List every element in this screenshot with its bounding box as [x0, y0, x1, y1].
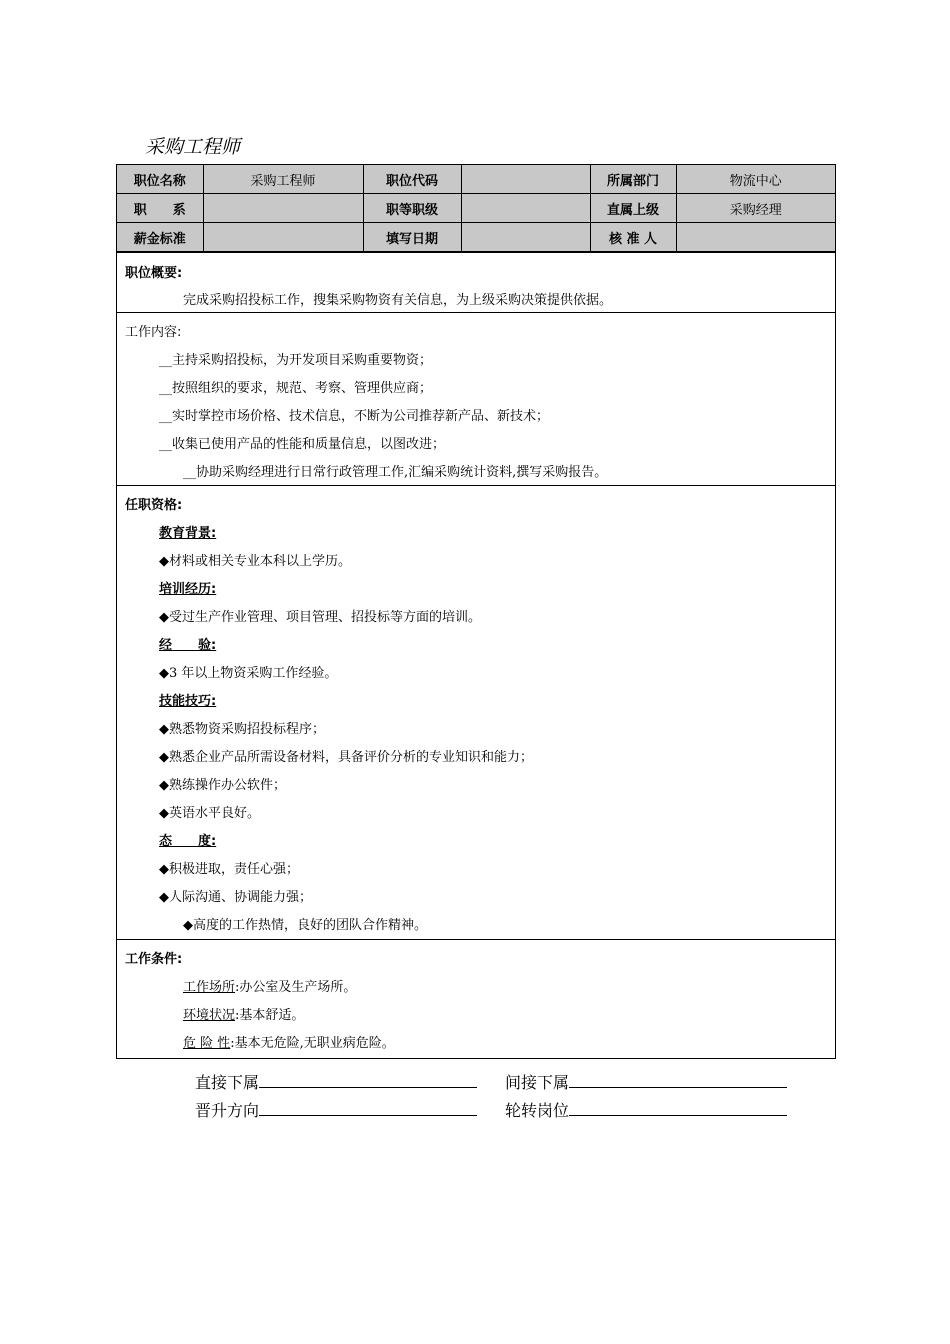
value-supervisor[interactable]: 采购经理 — [676, 194, 835, 223]
overview-text: 完成采购招投标工作，搜集采购物资有关信息，为上级采购决策提供依据。 — [183, 293, 613, 308]
env-value: :基本舒适。 — [235, 1008, 305, 1023]
value-grade[interactable] — [461, 194, 590, 223]
attitude-item: ◆积极进取，责任心强； — [159, 862, 299, 877]
direct-label: 直接下属 — [195, 1073, 260, 1092]
value-department[interactable]: 物流中心 — [676, 165, 835, 194]
conditions-section — [117, 939, 835, 1058]
condition-place — [183, 976, 356, 995]
value-approver[interactable] — [676, 223, 835, 252]
job-description-form — [116, 164, 836, 1059]
experience-text: ◆3 年以上物资采购工作经验。 — [159, 666, 338, 681]
value-position-code[interactable] — [461, 165, 590, 194]
duties-section — [117, 312, 835, 485]
overview-title: 职位概要: — [125, 266, 183, 281]
value-position-name[interactable]: 采购工程师 — [203, 165, 363, 194]
training-label: 培训经历: — [159, 582, 217, 597]
experience-label: 经 验: — [159, 638, 217, 653]
label-grade: 职等职级 — [363, 194, 461, 223]
place-value: :办公室及生产场所。 — [235, 980, 357, 995]
footer-rotation — [505, 1098, 787, 1121]
env-label: 环境状况 — [183, 1008, 236, 1023]
page-title: 采购工程师 — [145, 136, 241, 158]
training-text: ◆受过生产作业管理、项目管理、招投标等方面的培训。 — [159, 610, 481, 625]
value-job-family[interactable] — [203, 194, 363, 223]
risk-label: 危 险 性 — [183, 1036, 231, 1051]
duties-title: 工作内容: — [125, 325, 182, 340]
label-job-family: 职 系 — [117, 194, 203, 223]
skill-item: ◆熟练操作办公软件； — [159, 778, 286, 793]
value-salary[interactable] — [203, 223, 363, 252]
promotion-blank[interactable] — [259, 1099, 477, 1116]
label-approver: 核 准 人 — [590, 223, 676, 252]
condition-environment — [183, 1004, 304, 1023]
indirect-label: 间接下属 — [505, 1073, 570, 1092]
label-salary: 薪金标准 — [117, 223, 203, 252]
header-row — [117, 194, 835, 223]
indirect-blank[interactable] — [569, 1071, 787, 1088]
conditions-title: 工作条件: — [125, 952, 183, 967]
label-supervisor: 直属上级 — [590, 194, 676, 223]
promotion-label: 晋升方向 — [195, 1101, 260, 1120]
label-position-name: 职位名称 — [117, 165, 203, 194]
skill-item: ◆熟悉物资采购招投标程序； — [159, 722, 325, 737]
header-table — [117, 165, 835, 252]
header-row — [117, 165, 835, 194]
attitude-item: ◆高度的工作热情，良好的团队合作精神。 — [183, 918, 427, 933]
education-text: ◆材料或相关专业本科以上学历。 — [159, 554, 351, 569]
qualifications-title: 任职资格: — [125, 498, 183, 513]
value-fill-date[interactable] — [461, 223, 590, 252]
footer-direct — [195, 1070, 477, 1093]
duty-item: __实时掌控市场价格、技术信息，不断为公司推荐新产品、新技术； — [159, 409, 550, 424]
duty-item: __协助采购经理进行日常行政管理工作,汇编采购统计资料,撰写采购报告。 — [183, 465, 608, 480]
skill-item: ◆英语水平良好。 — [159, 806, 260, 821]
rotation-blank[interactable] — [569, 1099, 787, 1116]
skill-item: ◆熟悉企业产品所需设备材料，具备评价分析的专业知识和能力； — [159, 750, 533, 765]
label-position-code: 职位代码 — [363, 165, 461, 194]
attitude-label: 态 度: — [159, 834, 217, 849]
footer-promotion — [195, 1098, 477, 1121]
condition-risk — [183, 1032, 395, 1051]
duty-item: __收集已使用产品的性能和质量信息，以图改进； — [159, 437, 446, 452]
overview-section — [117, 252, 835, 312]
direct-blank[interactable] — [259, 1071, 477, 1088]
header-row — [117, 223, 835, 252]
label-department: 所属部门 — [590, 165, 676, 194]
place-label: 工作场所 — [183, 980, 236, 995]
duty-item: __主持采购招投标，为开发项目采购重要物资； — [159, 353, 433, 368]
rotation-label: 轮转岗位 — [505, 1101, 570, 1120]
qualifications-section — [117, 485, 835, 939]
skills-label: 技能技巧: — [159, 694, 217, 709]
label-fill-date: 填写日期 — [363, 223, 461, 252]
risk-value: :基本无危险,无职业病危险。 — [230, 1036, 395, 1051]
duty-item: __按照组织的要求，规范、考察、管理供应商； — [159, 381, 433, 396]
education-label: 教育背景: — [159, 526, 217, 541]
footer-indirect — [505, 1070, 787, 1093]
attitude-item: ◆人际沟通、协调能力强； — [159, 890, 312, 905]
